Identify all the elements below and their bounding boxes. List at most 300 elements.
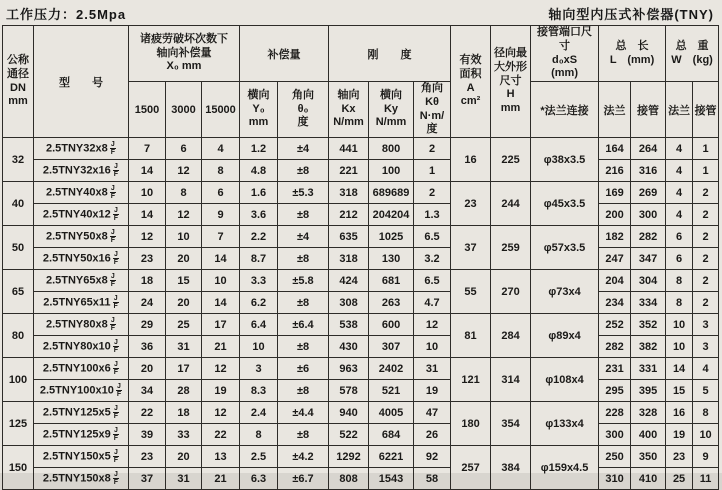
header-weight-pipe: 接管 [693,82,719,138]
model-suffix-fraction [113,471,119,486]
x0-1500-cell: 10 [129,182,166,204]
x0-3000-cell: 28 [166,380,202,402]
effective-area-cell: 23 [451,182,491,226]
header-lateral: 横向 Y₀ mm [240,82,278,138]
weight-flange-cell: 4 [666,204,693,226]
x0-1500-cell: 14 [129,160,166,182]
stiffness-ktheta-cell: 4.7 [414,292,451,314]
weight-pipe-cell: 2 [693,270,719,292]
x0-3000-cell: 18 [166,402,202,424]
stiffness-ktheta-cell: 1.3 [414,204,451,226]
stiffness-ktheta-cell: 31 [414,358,451,380]
model-cell [34,358,129,380]
length-pipe-cell: 350 [631,446,666,468]
stiffness-kx-cell: 318 [329,248,369,270]
stiffness-ky-cell: 681 [369,270,414,292]
length-pipe-cell: 400 [631,424,666,446]
weight-pipe-cell: 2 [693,226,719,248]
length-pipe-cell: 347 [631,248,666,270]
lateral-y0-cell: 10 [240,336,278,358]
weight-pipe-cell: 1 [693,138,719,160]
length-flange-cell: 295 [599,380,631,402]
stiffness-ktheta-cell: 3.2 [414,248,451,270]
stiffness-ktheta-cell: 12 [414,314,451,336]
table-row [3,160,719,182]
length-pipe-cell: 410 [631,468,666,490]
weight-flange-cell: 6 [666,248,693,270]
model-suffix-bottom: F [113,259,119,266]
port-size-cell: φ73x4 [531,270,599,314]
model-suffix-bottom: F [113,457,119,464]
lateral-y0-cell: 3.6 [240,204,278,226]
x0-15000-cell: 9 [202,204,240,226]
length-flange-cell: 204 [599,270,631,292]
header-kx: 轴向 Kx N/mm [329,82,369,138]
model-suffix-top: J [110,229,115,236]
lateral-y0-cell: 3 [240,358,278,380]
header-effective-area: 有效 面积 A cm² [451,26,491,138]
x0-3000-cell: 12 [166,160,202,182]
header-model: 型 号 [34,26,129,138]
x0-15000-cell: 21 [202,336,240,358]
model-suffix-bottom: F [113,413,119,420]
length-pipe-cell: 352 [631,314,666,336]
weight-pipe-cell: 1 [693,160,719,182]
model-text: 2.5TNY150x8 [42,472,111,485]
model-suffix-fraction [110,185,116,200]
table-header [3,26,719,138]
model-text: 2.5TNY50x8 [45,230,108,243]
stiffness-kx-cell: 538 [329,314,369,336]
stiffness-ky-cell: 204204 [369,204,414,226]
angular-theta0-cell: ±8 [278,380,329,402]
lateral-y0-cell: 2.2 [240,226,278,248]
weight-flange-cell: 6 [666,226,693,248]
model-cell [34,248,129,270]
lateral-y0-cell: 8 [240,424,278,446]
stiffness-ky-cell: 2402 [369,358,414,380]
header-weight-flange: 法兰 [666,82,693,138]
weight-pipe-cell: 10 [693,424,719,446]
stiffness-ktheta-cell: 19 [414,380,451,402]
title-bar [0,0,722,25]
x0-3000-cell: 8 [166,182,202,204]
model-cell [34,204,129,226]
model-suffix-top: J [110,185,115,192]
model-cell [34,138,129,160]
weight-pipe-cell: 4 [693,358,719,380]
x0-3000-cell: 17 [166,358,202,380]
x0-3000-cell: 6 [166,138,202,160]
spec-table [2,25,719,490]
stiffness-kx-cell: 424 [329,270,369,292]
stiffness-kx-cell: 441 [329,138,369,160]
model-suffix-bottom: F [113,171,119,178]
stiffness-kx-cell: 1292 [329,446,369,468]
x0-1500-cell: 18 [129,270,166,292]
angular-theta0-cell: ±4 [278,138,329,160]
port-size-cell: φ38x3.5 [531,138,599,182]
length-flange-cell: 252 [599,314,631,336]
header-cycles-15000: 15000 [202,82,240,138]
model-text: 2.5TNY65x11 [43,296,111,309]
model-suffix-fraction [113,163,119,178]
x0-1500-cell: 34 [129,380,166,402]
angular-theta0-cell: ±6.4 [278,314,329,336]
dn-cell: 65 [3,270,34,314]
stiffness-ky-cell: 684 [369,424,414,446]
angular-theta0-cell: ±6.7 [278,468,329,490]
working-pressure-label: 工作压力：2.5Mpa [6,7,127,22]
model-suffix-bottom: F [113,303,118,310]
angular-theta0-cell: ±8 [278,292,329,314]
port-size-cell: φ133x4 [531,402,599,446]
stiffness-kx-cell: 963 [329,358,369,380]
table-row [3,336,719,358]
x0-1500-cell: 14 [129,204,166,226]
weight-pipe-cell: 8 [693,402,719,424]
lateral-y0-cell: 8.3 [240,380,278,402]
length-pipe-cell: 304 [631,270,666,292]
stiffness-ky-cell: 600 [369,314,414,336]
stiffness-ktheta-cell: 58 [414,468,451,490]
model-suffix-top: J [113,163,118,170]
stiffness-ktheta-cell: 47 [414,402,451,424]
model-cell [34,424,129,446]
lateral-y0-cell: 1.2 [240,138,278,160]
header-stiffness-group: 刚 度 [329,26,451,82]
angular-theta0-cell: ±4.2 [278,446,329,468]
header-length-group: 总 长 L (mm) [599,26,666,82]
length-flange-cell: 169 [599,182,631,204]
table-row [3,248,719,270]
angular-theta0-cell: ±6 [278,358,329,380]
x0-3000-cell: 20 [166,292,202,314]
stiffness-ktheta-cell: 2 [414,182,451,204]
model-suffix-top: J [110,317,115,324]
model-suffix-top: J [113,449,118,456]
effective-area-cell: 16 [451,138,491,182]
table-row [3,402,719,424]
x0-15000-cell: 17 [202,314,240,336]
model-suffix-fraction [113,405,119,420]
stiffness-ktheta-cell: 1 [414,160,451,182]
length-flange-cell: 310 [599,468,631,490]
model-text: 2.5TNY32x16 [42,164,111,177]
dn-cell: 150 [3,446,34,490]
model-text: 2.5TNY100x6 [42,362,111,375]
model-cell [34,380,129,402]
model-suffix-top: J [110,141,115,148]
weight-flange-cell: 14 [666,358,693,380]
dn-cell: 32 [3,138,34,182]
x0-15000-cell: 7 [202,226,240,248]
model-suffix-fraction [113,295,119,310]
header-flange-connection: *法兰连接 [531,82,599,138]
length-pipe-cell: 395 [631,380,666,402]
table-body [3,138,719,490]
length-flange-cell: 300 [599,424,631,446]
model-text: 2.5TNY80x10 [42,340,111,353]
length-flange-cell: 164 [599,138,631,160]
x0-15000-cell: 19 [202,380,240,402]
weight-flange-cell: 23 [666,446,693,468]
weight-pipe-cell: 5 [693,380,719,402]
x0-1500-cell: 23 [129,446,166,468]
x0-1500-cell: 7 [129,138,166,160]
table-row [3,182,719,204]
stiffness-ky-cell: 1543 [369,468,414,490]
header-ky: 横向 Ky N/mm [369,82,414,138]
table-row [3,226,719,248]
x0-15000-cell: 6 [202,182,240,204]
model-suffix-bottom: F [113,435,119,442]
x0-1500-cell: 12 [129,226,166,248]
lateral-y0-cell: 1.6 [240,182,278,204]
stiffness-ky-cell: 100 [369,160,414,182]
effective-area-cell: 37 [451,226,491,270]
model-suffix-bottom: F [116,391,122,398]
table-row [3,468,719,490]
x0-15000-cell: 8 [202,160,240,182]
port-size-cell: φ57x3.5 [531,226,599,270]
table-row [3,314,719,336]
x0-1500-cell: 24 [129,292,166,314]
stiffness-kx-cell: 522 [329,424,369,446]
stiffness-kx-cell: 578 [329,380,369,402]
x0-1500-cell: 29 [129,314,166,336]
model-suffix-bottom: F [110,325,116,332]
radial-size-cell: 384 [491,446,531,490]
length-pipe-cell: 269 [631,182,666,204]
model-suffix-fraction [110,273,116,288]
length-flange-cell: 234 [599,292,631,314]
model-text: 2.5TNY100x10 [39,384,114,397]
model-suffix-bottom: F [110,281,116,288]
model-suffix-top: J [113,207,118,214]
header-fatigue-group: 诸疲劳破坏次数下 轴向补偿量 X₀ mm [129,26,240,82]
effective-area-cell: 257 [451,446,491,490]
x0-15000-cell: 14 [202,248,240,270]
lateral-y0-cell: 6.2 [240,292,278,314]
stiffness-ky-cell: 263 [369,292,414,314]
model-text: 2.5TNY40x12 [42,208,111,221]
lateral-y0-cell: 2.4 [240,402,278,424]
product-title: 轴向型内压式补偿器(TNY) [548,7,714,22]
stiffness-kx-cell: 221 [329,160,369,182]
x0-3000-cell: 15 [166,270,202,292]
length-flange-cell: 182 [599,226,631,248]
length-pipe-cell: 282 [631,226,666,248]
model-cell [34,270,129,292]
x0-3000-cell: 10 [166,226,202,248]
header-compensation-group: 补偿量 [240,26,329,82]
model-cell [34,160,129,182]
model-text: 2.5TNY150x5 [42,450,111,463]
model-suffix-bottom: F [113,369,119,376]
x0-15000-cell: 4 [202,138,240,160]
radial-size-cell: 354 [491,402,531,446]
radial-size-cell: 259 [491,226,531,270]
weight-pipe-cell: 2 [693,292,719,314]
weight-flange-cell: 4 [666,138,693,160]
model-suffix-fraction [113,449,119,464]
model-suffix-bottom: F [113,347,119,354]
weight-flange-cell: 8 [666,270,693,292]
effective-area-cell: 55 [451,270,491,314]
model-cell [34,226,129,248]
angular-theta0-cell: ±8 [278,160,329,182]
angular-theta0-cell: ±8 [278,204,329,226]
x0-1500-cell: 20 [129,358,166,380]
stiffness-ktheta-cell: 6.5 [414,270,451,292]
port-size-cell: φ45x3.5 [531,182,599,226]
length-flange-cell: 216 [599,160,631,182]
table-row [3,204,719,226]
weight-pipe-cell: 2 [693,248,719,270]
model-suffix-fraction [113,361,119,376]
angular-theta0-cell: ±5.8 [278,270,329,292]
model-suffix-fraction [113,427,119,442]
stiffness-ky-cell: 689689 [369,182,414,204]
length-pipe-cell: 316 [631,160,666,182]
stiffness-ktheta-cell: 6.5 [414,226,451,248]
length-pipe-cell: 331 [631,358,666,380]
lateral-y0-cell: 6.4 [240,314,278,336]
stiffness-kx-cell: 940 [329,402,369,424]
model-cell [34,182,129,204]
stiffness-ky-cell: 6221 [369,446,414,468]
header-angular: 角向 θ₀ 度 [278,82,329,138]
radial-size-cell: 270 [491,270,531,314]
model-text: 2.5TNY32x8 [45,142,108,155]
radial-size-cell: 314 [491,358,531,402]
x0-1500-cell: 37 [129,468,166,490]
table-row [3,358,719,380]
model-suffix-top: J [113,339,118,346]
weight-flange-cell: 16 [666,402,693,424]
angular-theta0-cell: ±8 [278,336,329,358]
model-suffix-top: J [113,405,118,412]
model-suffix-fraction [110,317,116,332]
table-row [3,138,719,160]
effective-area-cell: 180 [451,402,491,446]
angular-theta0-cell: ±4.4 [278,402,329,424]
model-suffix-bottom: F [113,479,119,486]
length-pipe-cell: 334 [631,292,666,314]
weight-pipe-cell: 2 [693,182,719,204]
radial-size-cell: 225 [491,138,531,182]
model-suffix-fraction [110,141,116,156]
model-suffix-top: J [113,427,118,434]
model-suffix-top: J [113,251,118,258]
weight-flange-cell: 10 [666,314,693,336]
length-flange-cell: 200 [599,204,631,226]
header-weight-group: 总 重 W (kg) [666,26,719,82]
weight-flange-cell: 4 [666,160,693,182]
stiffness-ktheta-cell: 10 [414,336,451,358]
length-pipe-cell: 328 [631,402,666,424]
model-text: 2.5TNY40x8 [45,186,108,199]
weight-pipe-cell: 11 [693,468,719,490]
model-cell [34,402,129,424]
model-suffix-top: J [113,471,118,478]
model-cell [34,292,129,314]
header-length-flange: 法兰 [599,82,631,138]
model-suffix-bottom: F [110,237,116,244]
weight-pipe-cell: 3 [693,336,719,358]
weight-flange-cell: 15 [666,380,693,402]
x0-15000-cell: 22 [202,424,240,446]
table-row [3,292,719,314]
angular-theta0-cell: ±8 [278,248,329,270]
model-suffix-fraction [113,251,119,266]
model-text: 2.5TNY80x8 [45,318,108,331]
length-flange-cell: 282 [599,336,631,358]
stiffness-kx-cell: 318 [329,182,369,204]
model-text: 2.5TNY65x8 [45,274,108,287]
weight-flange-cell: 19 [666,424,693,446]
dn-cell: 125 [3,402,34,446]
x0-1500-cell: 22 [129,402,166,424]
length-pipe-cell: 300 [631,204,666,226]
model-suffix-fraction [113,207,119,222]
lateral-y0-cell: 3.3 [240,270,278,292]
port-size-cell: φ89x4 [531,314,599,358]
model-cell [34,314,129,336]
model-suffix-bottom: F [110,149,116,156]
x0-3000-cell: 20 [166,446,202,468]
weight-flange-cell: 10 [666,336,693,358]
weight-pipe-cell: 9 [693,446,719,468]
radial-size-cell: 284 [491,314,531,358]
stiffness-ky-cell: 521 [369,380,414,402]
weight-pipe-cell: 3 [693,314,719,336]
length-pipe-cell: 264 [631,138,666,160]
stiffness-kx-cell: 308 [329,292,369,314]
stiffness-ktheta-cell: 92 [414,446,451,468]
x0-15000-cell: 12 [202,358,240,380]
length-flange-cell: 228 [599,402,631,424]
dn-cell: 100 [3,358,34,402]
header-radial-size: 径向最 大外形 尺寸 H mm [491,26,531,138]
dn-cell: 50 [3,226,34,270]
angular-theta0-cell: ±4 [278,226,329,248]
weight-flange-cell: 25 [666,468,693,490]
model-suffix-top: J [113,361,118,368]
header-ktheta: 角向 Kθ N·m/度 [414,82,451,138]
table-row [3,424,719,446]
x0-15000-cell: 13 [202,446,240,468]
stiffness-ktheta-cell: 2 [414,138,451,160]
effective-area-cell: 121 [451,358,491,402]
angular-theta0-cell: ±5.3 [278,182,329,204]
lateral-y0-cell: 6.3 [240,468,278,490]
header-port-group: 接管端口尺寸 d₀xS (mm) [531,26,599,82]
model-suffix-top: J [113,295,118,302]
x0-15000-cell: 21 [202,468,240,490]
x0-3000-cell: 33 [166,424,202,446]
table-row [3,446,719,468]
lateral-y0-cell: 2.5 [240,446,278,468]
port-size-cell: φ159x4.5 [531,446,599,490]
x0-15000-cell: 12 [202,402,240,424]
model-text: 2.5TNY50x16 [42,252,111,265]
x0-3000-cell: 12 [166,204,202,226]
x0-3000-cell: 25 [166,314,202,336]
stiffness-ky-cell: 800 [369,138,414,160]
port-size-cell: φ108x4 [531,358,599,402]
